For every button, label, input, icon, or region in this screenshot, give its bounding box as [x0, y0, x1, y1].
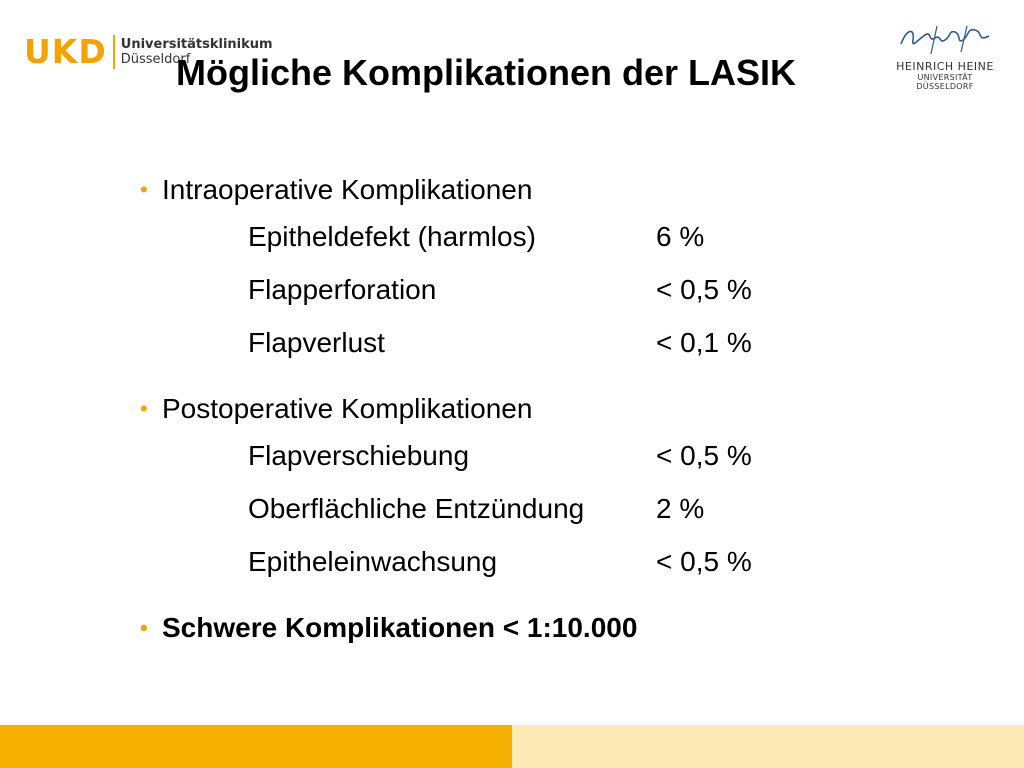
bullet-icon: • [140, 177, 148, 202]
signature-icon [897, 22, 993, 58]
list-item [140, 482, 752, 535]
ukd-logo-name-line2: Düsseldorf [120, 51, 191, 67]
list-item [140, 316, 752, 369]
item-label: Epitheldefekt (harmlos) [248, 220, 536, 252]
item-value: 2 % [656, 492, 705, 524]
section-spacer [140, 369, 752, 389]
item-value: < 0,5 % [656, 273, 752, 305]
item-label: Flapperforation [248, 273, 437, 305]
item-value: < 0,5 % [656, 545, 752, 577]
footer-bar-right [512, 725, 1024, 768]
item-label: Oberflächliche Entzündung [248, 492, 585, 524]
footer-bar-left [0, 725, 512, 768]
hhu-logo-line1: HEINRICH HEINE [896, 60, 994, 73]
summary-text: Schwere Komplikationen < 1:10.000 [162, 612, 638, 643]
slide-content [140, 170, 752, 648]
section-intraoperative-heading [140, 170, 752, 210]
item-value: 6 % [656, 220, 705, 252]
list-item [140, 535, 752, 588]
item-value: < 0,1 % [656, 326, 752, 358]
section-postoperative-heading [140, 389, 752, 429]
slide-title: Mögliche Komplikationen der LASIK [176, 52, 797, 93]
section-heading-text: Postoperative Komplikationen [162, 393, 533, 424]
hhu-logo-line2: UNIVERSITÄT DÜSSELDORF [916, 73, 974, 91]
section-spacer [140, 588, 752, 608]
item-label: Epitheleinwachsung [248, 545, 498, 577]
summary-line [140, 608, 752, 648]
section-heading-text: Intraoperative Komplikationen [162, 174, 533, 205]
ukd-logo-name-line1: Universitätsklinikum [120, 36, 273, 52]
item-label: Flapverlust [248, 326, 385, 358]
item-value: < 0,5 % [656, 439, 752, 471]
item-label: Flapverschiebung [248, 439, 470, 471]
ukd-logo-mark: UKD [24, 32, 107, 71]
hhu-logo [890, 22, 1000, 91]
list-item [140, 429, 752, 482]
list-item [140, 263, 752, 316]
list-item [140, 210, 752, 263]
ukd-logo-divider [113, 35, 115, 69]
bullet-icon: • [140, 396, 148, 421]
bullet-icon: • [140, 615, 148, 640]
